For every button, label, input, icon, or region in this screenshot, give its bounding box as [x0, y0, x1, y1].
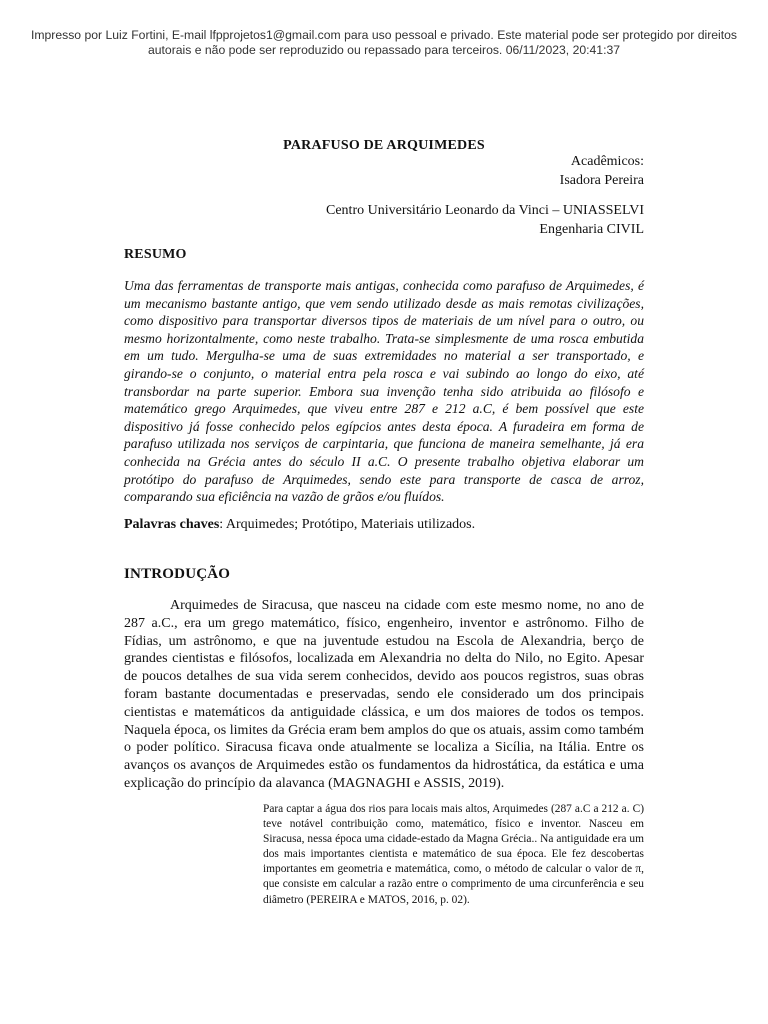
keywords-label: Palavras chaves [124, 517, 220, 532]
author-block [560, 152, 644, 190]
document-title: PARAFUSO DE ARQUIMEDES [283, 138, 485, 153]
institution-block [326, 201, 644, 239]
keywords-line [124, 516, 644, 534]
block-quote: Para captar a água dos rios para locais mais altos, Arquimedes (287 a.C a 212 a. C) teve notável contribuição como, matemático, físico e inventor. Nasceu em Siracusa, nessa época uma cidade-estado da Magna Grécia.. Na antiguidade era um dos mais importantes cientista e matemático de sua época. Ele fez descobertas importantes em geometria e matemática, como, o método de calcular o valor de π, que consiste em calcular a razão entre o comprimento de uma circunferência e seu diâmetro (PEREIRA e MATOS, 2016, p. 02). [263, 803, 644, 906]
watermark-notice: Impresso por Luiz Fortini, E-mail lfpprojetos1@gmail.com para uso pessoal e privado. Este material pode ser protegido por direitos autorais e não pode ser reproduzido ou repassado para terceiros. 06/11/2023, 20:41:37 [30, 28, 738, 57]
author-name: Isadora Pereira [559, 173, 644, 188]
keywords-text: : Arquimedes; Protótipo, Materiais utilizados. [219, 517, 476, 532]
course-name: Engenharia CIVIL [539, 222, 644, 237]
intro-heading: INTRODUÇÃO [124, 566, 231, 582]
abstract-heading: RESUMO [124, 247, 187, 262]
institution-name: Centro Universitário Leonardo da Vinci – UNIASSELVI [326, 203, 644, 218]
intro-paragraph: Arquimedes de Siracusa, que nasceu na cidade com este mesmo nome, no ano de 287 a.C., era um grego matemático, físico, engenheiro, inventor e astrônomo. Filho de Fídias, um astrônomo, e que na juventude estudou na Escola de Alexandria, berço de grandes cientistas e filósofos, localizada em Alexandria no delta do Nilo, no Egito. Apesar de poucos detalhes de sua vida serem conhecidos, devido aos poucos registros, suas obras foram bastante documentadas e preservadas, sendo ele considerado um dos principais cientistas e matemáticos da antiguidade clássica, e um dos maiores de todos os tempos. Naquela época, os limites da Grécia eram bem amplos do que os atuais, assim como também o poder político. Siracusa ficava onde atualmente se localiza a Sicília, na Itália. Entre os avanços os avanços de Arquimedes estão os fundamentos da hidrostática, da estática e uma explicação do princípio da alavanca (MAGNAGHI e ASSIS, 2019). [124, 598, 644, 791]
abstract-text: Uma das ferramentas de transporte mais antigas, conhecida como parafuso de Arquimedes, é um mecanismo bastante antigo, que vem sendo utilizado desde as mais remotas civilizações, como dispositivo para transportar diversos tipos de materiais de um nível para o outro, ou mesmo horizontalmente, como neste trabalho. Trata-se simplesmente de uma rosca embutida em um tudo. Mergulha-se uma de suas extremidades no material a ser transportado, e girando-se o conjunto, o material entra pela rosca e vai subindo ao longo do eixo, até transbordar na parte superior. Embora sua invenção tenha sido atribuida ao filósofo e matemático grego Arquimedes, que viveu entre 287 e 212 a.C, é bem possível que este dispositivo já fosse conhecido pelos egípcios antes desta época. A furadeira em forma de parafuso utilizada nos serviços de carpintaria, que funciona de maneira semelhante, já era conhecida na Grécia antes do século II a.C. O presente trabalho objetiva elaborar um protótipo do parafuso de Arquimedes, sendo este para transporte de casca de arroz, comparando sua eficiência na vazão de grãos e/ou fluídos. [124, 278, 644, 505]
academics-label: Acadêmicos: [570, 154, 644, 169]
